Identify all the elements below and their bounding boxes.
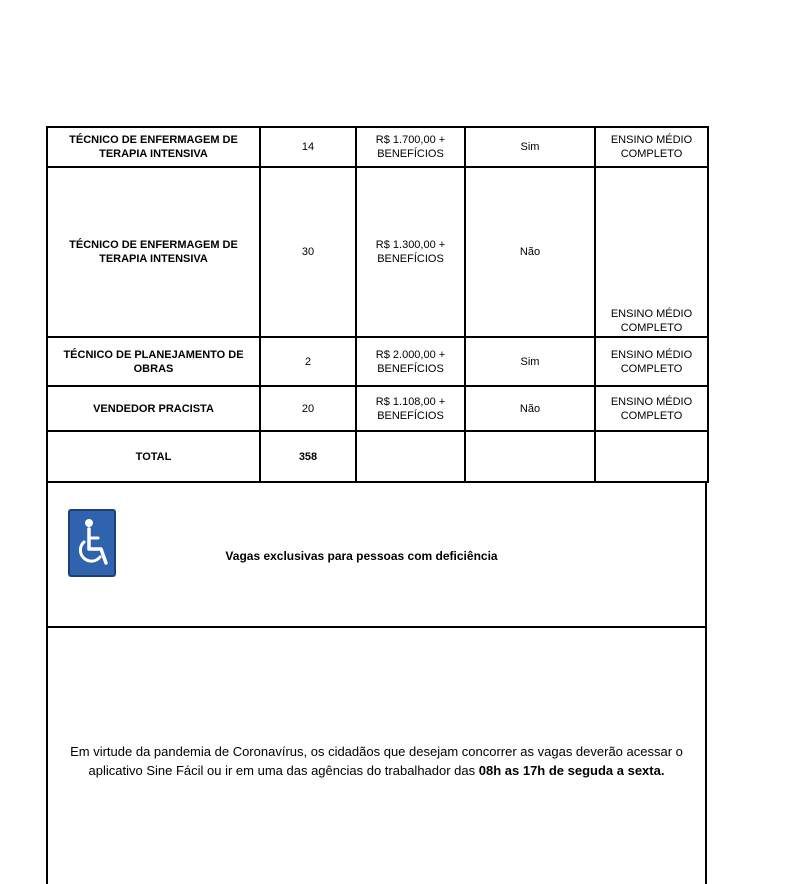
total-label: TOTAL [47, 431, 260, 482]
wheelchair-icon [68, 509, 116, 577]
job-vacancies-sheet [46, 126, 707, 884]
notice-section [46, 628, 707, 884]
pcd-section [46, 483, 707, 628]
table-row [47, 337, 708, 386]
table-row [47, 386, 708, 431]
total-row [47, 431, 708, 482]
vacancies-count-cell: 20 [260, 386, 356, 431]
experience-cell: Sim [465, 127, 595, 167]
empty-cell [356, 431, 465, 482]
total-vacancies: 358 [260, 431, 356, 482]
experience-cell: Sim [465, 337, 595, 386]
vacancies-count-cell: 14 [260, 127, 356, 167]
table-row [47, 167, 708, 337]
empty-cell [465, 431, 595, 482]
table-row [47, 127, 708, 167]
salary-cell: R$ 1.700,00 + BENEFÍCIOS [356, 127, 465, 167]
education-cell: ENSINO MÉDIO COMPLETO [595, 167, 708, 337]
job-title-cell: VENDEDOR PRACISTA [47, 386, 260, 431]
notice-paragraph [44, 742, 709, 780]
job-title-cell: TÉCNICO DE PLANEJAMENTO DE OBRAS [47, 337, 260, 386]
education-cell: ENSINO MÉDIO COMPLETO [595, 127, 708, 167]
job-title-cell: TÉCNICO DE ENFERMAGEM DE TERAPIA INTENSIVA [47, 167, 260, 337]
job-title-cell: TÉCNICO DE ENFERMAGEM DE TERAPIA INTENSIVA [47, 127, 260, 167]
vacancies-count-cell: 30 [260, 167, 356, 337]
notice-text: Em virtude da pandemia de Coronavírus, os cidadãos que desejam concorrer as vagas deverão acessar o aplicativo Sine Fácil ou ir em uma das agências do trabalhador das [70, 744, 683, 778]
salary-cell: R$ 1.108,00 + BENEFÍCIOS [356, 386, 465, 431]
education-cell: ENSINO MÉDIO COMPLETO [595, 386, 708, 431]
vacancies-count-cell: 2 [260, 337, 356, 386]
salary-cell: R$ 1.300,00 + BENEFÍCIOS [356, 167, 465, 337]
education-cell: ENSINO MÉDIO COMPLETO [595, 337, 708, 386]
salary-cell: R$ 2.000,00 + BENEFÍCIOS [356, 337, 465, 386]
vacancies-table [46, 126, 709, 483]
notice-hours: 08h as 17h de seguda a sexta. [478, 763, 665, 778]
empty-cell [595, 431, 708, 482]
experience-cell: Não [465, 167, 595, 337]
experience-cell: Não [465, 386, 595, 431]
pcd-label: Vagas exclusivas para pessoas com deficiência [225, 549, 498, 563]
